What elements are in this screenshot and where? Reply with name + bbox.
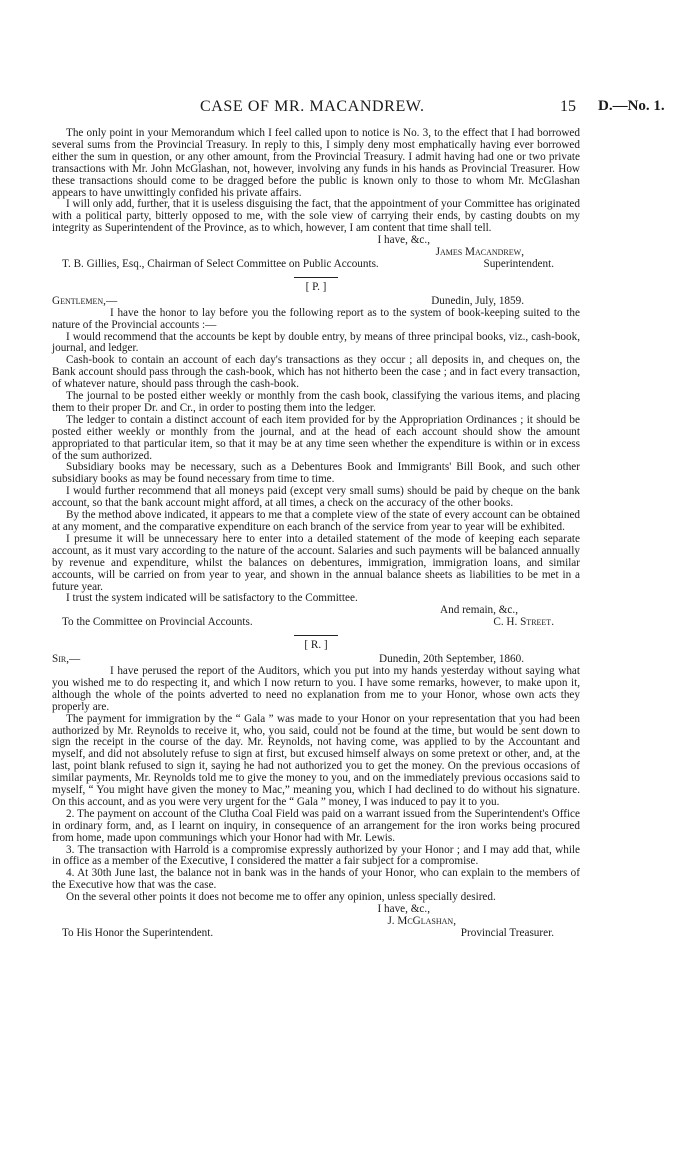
paragraph: I have the honor to lay before you the following report as to the system of book-keeping suited to the nature of the Provincial accounts :— (52, 306, 580, 331)
addressee: To His Honor the Superintendent. (62, 926, 214, 939)
page-number: 15 (560, 98, 576, 115)
paragraph: The journal to be posted either weekly or monthly from the cash book, classifying the various items, and placing them to their proper Dr. and Cr., in order to posting them into the ledger. (52, 390, 580, 414)
page-body (52, 128, 580, 940)
letter-r (52, 640, 580, 940)
paragraph: I would further recommend that all moneys paid (except very small sums) should be paid by cheque on the bank account, so that the bank account might afford, at all times, a check on the accuracy of the other books. (52, 485, 580, 510)
closing: I have, &c., (377, 234, 430, 247)
paragraph: I trust the system indicated will be satisfactory to the Committee. (66, 592, 358, 605)
paragraph: Subsidiary books may be necessary, such as a Debentures Book and Immigrants' Bill Book, and such other subsidiary books as may be found necessary from time to time. (52, 461, 580, 486)
salutation: Sir,— (52, 653, 81, 666)
paragraph: The payment for immigration by the “ Gala ” was made to your Honor on your representation that you had been authorized by Mr. Reynolds to receive it, who, you said, could not be found at the time, but would be sent down to sign the receipt in the course of the day. Mr. Reynolds, not having come, was applied to by the Accountant and myself, and did not absolutely refuse to sign at first, but excused himself always on some pretext or other, and, at the last, point blank refused to sign it, saying he had not authorized you to get the money. On the previous occasions of similar payments, Mr. Reynolds told me to give the money to you, and on the immediately previous occasions said to myself, “ You might have given the money to Mac,” meaning you, which I had declined to do without his signature. On this account, and as you were very urgent for the “ Gala ” money, I was induced to pay it to you. (52, 712, 580, 808)
paragraph: The ledger to contain a distinct account of each item provided for by the Appropriation Ordinances ; it should be posted either weekly or monthly from the journal, and at the head of each account should show the amount appropriated to that particular item, so that it may be at any time seen whether the expenditure is within or in excess of the sum authorized. (52, 413, 580, 462)
addressee-line (52, 617, 580, 629)
addressee-line (52, 259, 580, 271)
letter-mark: [ P. ] (305, 280, 327, 293)
addressee: To the Committee on Provincial Accounts. (62, 616, 253, 629)
signature: James Macandrew, (435, 246, 524, 259)
paragraph: 2. The payment on account of the Clutha Coal Field was paid on a warrant issued from the Superintendent's Office in ordinary form, and, as I learnt on inquiry, in consequence of an arrangement for the iron works being procured from home, made upon communings which your Honor had with Mr. Lewis. (52, 807, 580, 844)
place-date: Dunedin, July, 1859. (431, 294, 524, 307)
paragraph: Cash-book to contain an account of each day's transactions as they occur ; all deposits in, and cheques on, the Bank account should pass through the cash-book, which has not hitherto been the case ; and in fact every transaction, of whatever nature, should pass through the cash-book. (52, 354, 580, 391)
closing: And remain, &c., (440, 604, 518, 617)
document-reference: D.—No. 1. (598, 98, 665, 114)
signature: C. H. Street. (493, 616, 554, 629)
signatory-title: Superintendent. (483, 257, 554, 270)
macandrew-letter (52, 128, 580, 271)
closing: I have, &c., (377, 903, 430, 916)
signatory-title: Provincial Treasurer. (460, 926, 554, 939)
salutation-line (52, 296, 580, 308)
letter-mark: [ R. ] (304, 639, 328, 652)
paragraph: I presume it will be unnecessary here to enter into a detailed statement of the mode of keeping each separate account, as it must vary according to the nature of the account. Salaries and such payments will be balanced annually by revenue and expenditure, whilst the balances on debentures, immigration, immigration loans, and similar accounts, will be carried on from year to year, and shown in the annual balance sheets as liabilities to be met in a future year. (52, 532, 580, 593)
place-date: Dunedin, 20th September, 1860. (379, 653, 524, 666)
paragraph: On the several other points it does not become me to offer any opinion, unless specially desired. (66, 891, 496, 904)
paragraph: 4. At 30th June last, the balance not in bank was in the hands of your Honor, who can explain to the members of the Executive how that was the case. (52, 867, 580, 892)
addressee: T. B. Gillies, Esq., Chairman of Select Committee on Public Accounts. (62, 257, 379, 270)
letter-p (52, 282, 580, 629)
addressee-line (52, 928, 580, 940)
paragraph: I will only add, further, that it is useless disguising the fact, that the appointment of your Committee has originated with a political party, bitterly opposed to me, with the sole view of carrying their ends, by casting doubts on my integrity as Superintendent of the Province, as to which, however, I am content that time shall tell. (52, 198, 580, 235)
running-title: CASE OF MR. MACANDREW. (200, 98, 425, 115)
paragraph: By the method above indicated, it appears to me that a complete view of the state of every account can be obtained at any moment, and the comparative expenditure on each branch of the service from year to year will be exhibited. (52, 509, 580, 533)
paragraph: I would recommend that the accounts be kept by double entry, by means of three principal books, viz., cash-book, journal, and ledger. (52, 330, 580, 355)
paragraph: 3. The transaction with Harrold is a compromise expressly authorized by your Honor ; and I may add that, while in office as a member of the Executive, I considered the matter a fair subject for a compromise. (52, 843, 580, 868)
divider (294, 277, 338, 278)
paragraph: I have perused the report of the Auditors, which you put into my hands yesterday without saying what you wished me to do respecting it, and which I now return to you. I have some remarks, however, to make upon it, although the whole of the points adverted to need no explanation from me to your Honor, whose own acts they properly are. (52, 664, 580, 713)
divider (294, 635, 338, 636)
paragraph: The only point in your Memorandum which I feel called upon to notice is No. 3, to the effect that I had borrowed several sums from the Provincial Treasury. In reply to this, I simply deny most emphatically having ever borrowed either the sum in question, or any other amount, from the Provincial Treasury. I admit having had one or two private transactions with Mr. John McGlashan, not, however, involving any funds in his hands as Provincial Treasurer. How these transactions should come to be dragged before the public is known only to those to whom Mr. McGlashan appears to have unwittingly confided his private affairs. (52, 127, 580, 199)
running-header (0, 98, 700, 118)
salutation: Gentlemen,— (52, 294, 118, 307)
signature: J. McGlashan, (387, 915, 456, 927)
